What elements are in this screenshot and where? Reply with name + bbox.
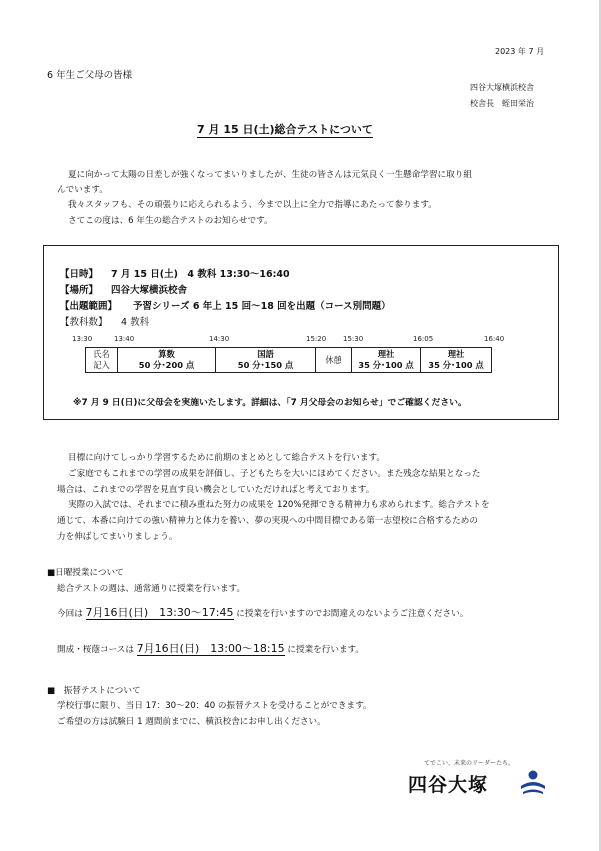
datetime-value: 7 月 15 日(土) 4 教科 13:30～16:40 <box>111 269 290 280</box>
time-tick: 13:30 <box>72 335 93 343</box>
logo-mark-icon <box>518 766 548 796</box>
yotsuya-otsuka-logo <box>402 758 552 800</box>
time-tick: 13:40 <box>114 335 135 343</box>
parent-meeting-note: ※7 月 9 日(日)に父母会を実施いたします。詳細は、「7 月父母会のお知らせ」でご確認ください。 <box>73 398 467 408</box>
schedule-cell-break: 休憩 <box>316 348 352 373</box>
time-tick: 16:40 <box>484 335 505 343</box>
addressee: 6 年生ご父母の皆様 <box>47 70 133 81</box>
sunday-class-datetime: 7月16日(日) 13:30～17:45 <box>85 606 234 619</box>
subjects-label: 【教科数】 <box>60 317 108 328</box>
intro-paragraph-3: さてこの度は、6 年生の総合テストのお知らせです。 <box>68 216 273 226</box>
body-paragraph-3c: 力を伸ばしてまいりましょう。 <box>57 532 178 542</box>
place-value: 四谷大塚横浜校舎 <box>111 285 188 296</box>
schedule-row <box>86 348 492 373</box>
sunday-class-line-3 <box>57 640 364 656</box>
principal-name: 校舎長 蛭田栄治 <box>470 99 534 108</box>
makeup-test-line-2: ご希望の方は試験日 1 週間前までに、横浜校舎にお申し出ください。 <box>57 717 326 727</box>
sunday-line-2-suffix: に授業を行いますのでお間違えのないようご注意ください。 <box>236 609 469 619</box>
range-label: 【出題範囲】 <box>60 301 118 312</box>
time-tick: 15:30 <box>343 335 364 343</box>
sunday-line-2-prefix: 今回は <box>57 609 83 619</box>
time-tick: 15:20 <box>306 335 327 343</box>
logo-name: 四谷大塚 <box>408 774 489 796</box>
body-paragraph-3a: 実際の入試では、それまでに積み重ねた努力の成果を 120%発揮できる精神力も求められます。総合テストを <box>68 500 490 510</box>
sunday-class-heading: ■日曜授業について <box>47 568 124 578</box>
intro-paragraph-1a: 夏に向かって太陽の日差しが強くなってまいりましたが、生徒の皆さんは元気良く一生懸命学習に取り組 <box>68 170 472 180</box>
time-tick: 14:30 <box>209 335 230 343</box>
sunday-line-3-suffix: に授業を行います。 <box>287 645 365 655</box>
range-value: 予習シリーズ 6 年上 15 回～18 回を出題（コース別問題） <box>133 301 391 312</box>
body-paragraph-3b: 通じて、本番に向けての強い精神力と体力を養い、夢の実現への中間目標である第一志望校に合格するための <box>57 516 478 526</box>
logo-tagline: てでこい、未来のリーダーたち。 <box>424 760 515 767</box>
page-title: 7 月 15 日(土)総合テストについて <box>197 123 373 136</box>
school-name: 四谷大塚横浜校舎 <box>470 83 534 92</box>
time-tick: 16:05 <box>413 335 434 343</box>
sunday-class-line-1: 総合テストの週は、通常通りに授業を行います。 <box>57 584 246 594</box>
sunday-line-3-prefix: 開成・桜蔭コースは <box>57 645 134 655</box>
makeup-test-line-1: 学校行事に限り、当日 17：30～20：40 の振替テストを受けることができます。 <box>57 701 372 711</box>
schedule-cell-name: 氏名 記入 <box>86 348 118 373</box>
intro-paragraph-2: 我々スタッフも、その頑張りに応えられるよう、今まで以上に全力で指導にあたって参ります。 <box>68 200 437 210</box>
makeup-test-heading: ■ 振替テストについて <box>47 686 141 696</box>
place-label: 【場所】 <box>60 285 99 296</box>
course-class-datetime: 7月16日(日) 13:00～18:15 <box>136 642 285 655</box>
schedule-cell-japanese: 国語 50 分･150 点 <box>216 348 316 373</box>
subjects-value: 4 教科 <box>121 317 150 328</box>
schedule-table <box>85 347 492 373</box>
schedule-cell-math: 算数 50 分･200 点 <box>118 348 216 373</box>
body-paragraph-1: 目標に向けてしっかり学習するために前期のまとめとして総合テストを行います。 <box>68 453 385 463</box>
schedule-cell-science-social-2: 理社 35 分･100 点 <box>421 348 492 373</box>
body-paragraph-2a: ご家庭でもこれまでの学習の成果を評価し、子どもたちを大いにほめてください。また残念な結果となった <box>68 469 481 479</box>
intro-paragraph-1b: んでいます。 <box>57 185 108 195</box>
sunday-class-line-2 <box>57 604 468 620</box>
schedule-cell-science-social-1: 理社 35 分･100 点 <box>352 348 421 373</box>
body-paragraph-2b: 場合は、これまでの学習を見直す良い機会としていただければと考えております。 <box>57 485 375 495</box>
document-date: 2023 年 7 月 <box>495 47 545 56</box>
datetime-label: 【日時】 <box>60 269 99 280</box>
